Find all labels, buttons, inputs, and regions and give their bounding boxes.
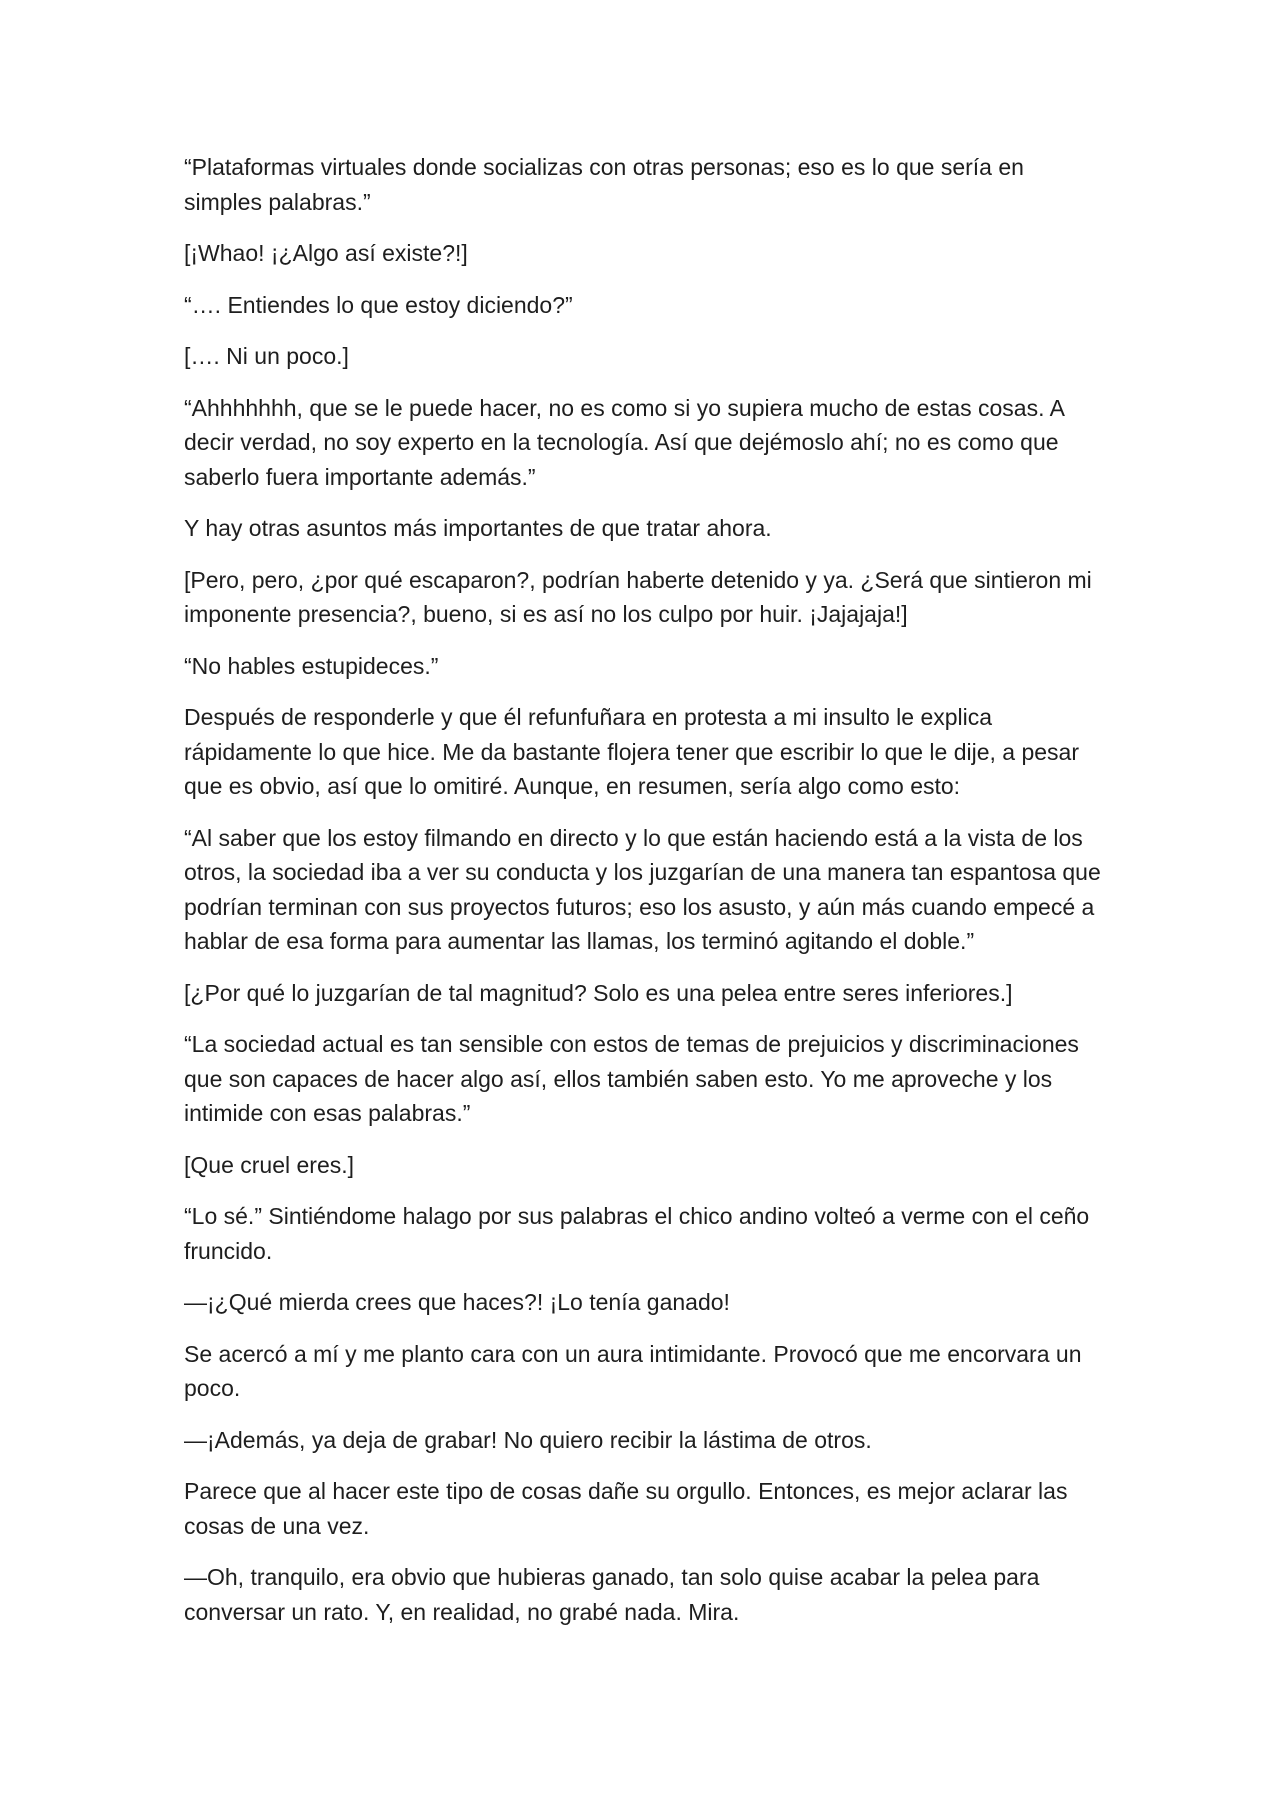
paragraph: —¡Además, ya deja de grabar! No quiero recibir la lástima de otros.: [184, 1426, 872, 1453]
paragraph: —Oh, tranquilo, era obvio que hubieras ganado, tan solo quise acabar la pelea para conversar un rato. Y, en realidad, no grabé nada. Mira.: [184, 1564, 1040, 1625]
paragraph: “Ahhhhhhh, que se le puede hacer, no es como si yo supiera mucho de estas cosas. A decir verdad, no soy experto en la tecnología. Así que dejémoslo ahí; no es como que saberlo fuera importante además.”: [184, 394, 1064, 490]
paragraph: Parece que al hacer este tipo de cosas dañe su orgullo. Entonces, es mejor aclarar las cosas de una vez.: [184, 1478, 1068, 1539]
paragraph: —¡¿Qué mierda crees que haces?! ¡Lo tenía ganado!: [184, 1289, 730, 1315]
paragraph: “Al saber que los estoy filmando en directo y lo que están haciendo está a la vista de los otros, la sociedad iba a ver su conducta y los juzgarían de una manera tan espantosa que podrían terminan con sus proyectos futuros; eso los asusto, y aún más cuando empecé a hablar de esa forma para aumentar las llamas, los terminó agitando el doble.”: [184, 824, 1101, 954]
paragraph: “La sociedad actual es tan sensible con estos de temas de prejuicios y discriminaciones que son capaces de hacer algo así, ellos también saben esto. Yo me aproveche y los intimide con esas palabras.”: [184, 1031, 1079, 1126]
paragraph: “No hables estupideces.”: [184, 652, 439, 679]
paragraph: Y hay otras asuntos más importantes de que tratar ahora.: [184, 515, 772, 541]
paragraph: “Plataformas virtuales donde socializas con otras personas; eso es lo que sería en simples palabras.”: [184, 154, 1024, 215]
paragraph: [Que cruel eres.]: [184, 1151, 355, 1178]
paragraph: Después de responderle y que él refunfuñara en protesta a mi insulto le explica rápidamente lo que hice. Me da bastante flojera tener que escribir lo que le dije, a pesar que es obvio, así que lo omitiré. Aunque, en resumen, sería algo como esto:: [184, 704, 1079, 799]
document-body: [184, 150, 1104, 1646]
paragraph: […. Ni un poco.]: [184, 343, 349, 369]
paragraph: “Lo sé.” Sintiéndome halago por sus palabras el chico andino volteó a verme con el ceño fruncido.: [184, 1203, 1090, 1264]
paragraph: [¿Por qué lo juzgarían de tal magnitud? Solo es una pelea entre seres inferiores.]: [184, 979, 1013, 1006]
paragraph: [¡Whao! ¡¿Algo así existe?!]: [184, 240, 468, 266]
paragraph: Se acercó a mí y me planto cara con un aura intimidante. Provocó que me encorvara un poco.: [184, 1340, 1082, 1401]
paragraph: “…. Entiendes lo que estoy diciendo?”: [184, 291, 573, 318]
paragraph: [Pero, pero, ¿por qué escaparon?, podrían haberte detenido y ya. ¿Será que sintieron mi imponente presencia?, bueno, si es así no los culpo por huir. ¡Jajajaja!]: [184, 566, 1092, 627]
